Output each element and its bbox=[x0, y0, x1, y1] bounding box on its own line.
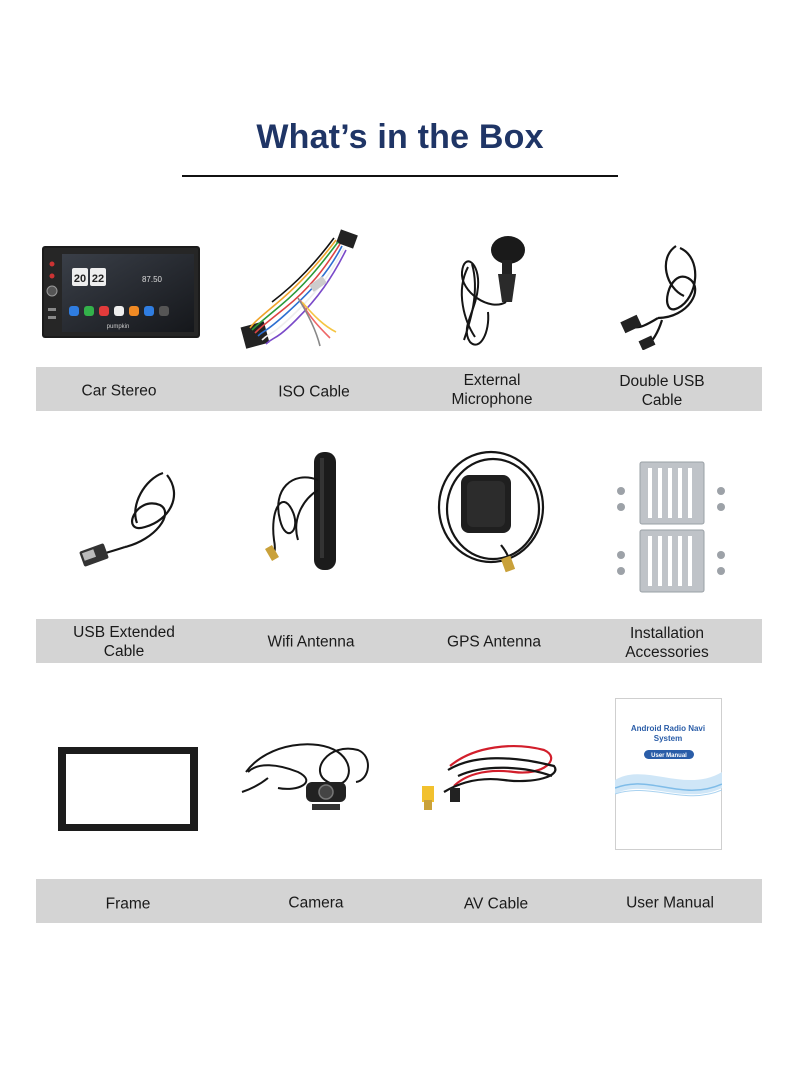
external-microphone-image bbox=[450, 232, 535, 352]
double-usb-cable-image bbox=[618, 238, 708, 350]
label-camera: Camera bbox=[288, 894, 344, 912]
label-av-cable: AV Cable bbox=[463, 895, 529, 913]
manual-heading-line-2: System bbox=[653, 734, 683, 743]
label-user-manual: User Manual bbox=[626, 894, 714, 912]
iso-cable-image bbox=[240, 228, 360, 356]
frame-image bbox=[57, 746, 199, 832]
label-wifi-antenna: Wifi Antenna bbox=[267, 633, 355, 651]
car-stereo-image bbox=[42, 246, 200, 338]
stereo-clock-hours: 20 bbox=[73, 273, 87, 285]
label-iso-cable: ISO Cable bbox=[278, 383, 350, 401]
manual-badge: User Manual bbox=[651, 753, 687, 759]
label-frame: Frame bbox=[105, 895, 151, 913]
manual-heading-line-1: Android Radio Navi bbox=[630, 724, 706, 733]
label-external-microphone: External Microphone bbox=[451, 372, 533, 408]
label-installation-accessories: Installation Accessories bbox=[625, 625, 709, 661]
stereo-radio-frequency: 87.50 bbox=[141, 275, 163, 284]
stereo-brand-logo: pumpkin bbox=[106, 324, 130, 330]
label-double-usb-cable: Double USB Cable bbox=[619, 373, 705, 409]
user-manual-image bbox=[615, 698, 722, 850]
usb-extended-cable-image bbox=[75, 465, 185, 575]
page-title: What’s in the Box bbox=[256, 118, 544, 156]
title-underline bbox=[182, 175, 618, 177]
label-usb-extended-cable: USB Extended Cable bbox=[73, 624, 175, 660]
camera-image bbox=[238, 732, 376, 814]
av-cable-image bbox=[414, 736, 562, 818]
gps-antenna-image bbox=[433, 445, 553, 575]
stereo-clock-minutes: 22 bbox=[91, 273, 105, 285]
installation-accessories-image bbox=[612, 458, 730, 596]
label-gps-antenna: GPS Antenna bbox=[447, 633, 541, 651]
wifi-antenna-image bbox=[262, 450, 342, 575]
label-car-stereo: Car Stereo bbox=[81, 382, 157, 400]
